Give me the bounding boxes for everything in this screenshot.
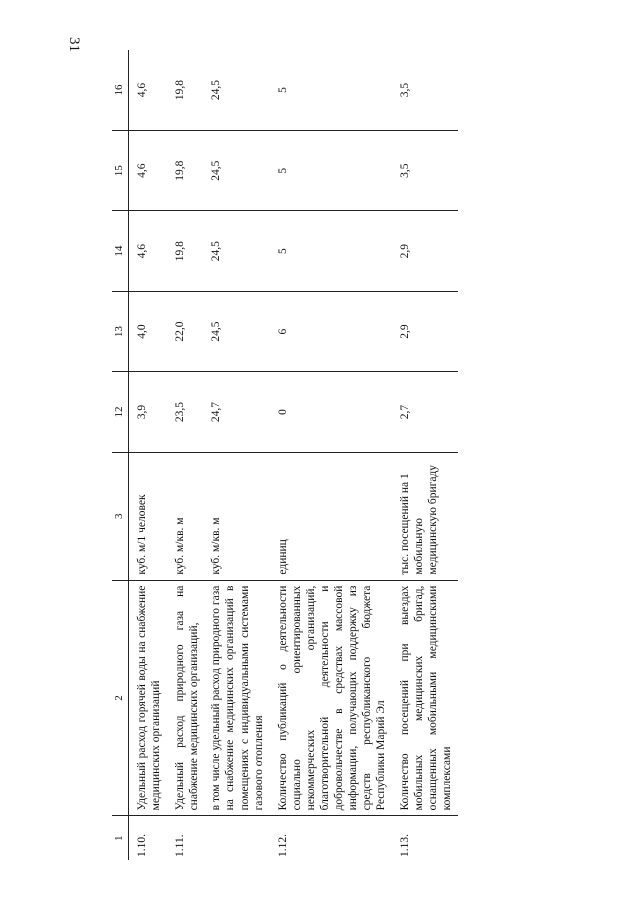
value-cell: 24,5 bbox=[205, 291, 269, 371]
unit-of-measure: куб. м/1 человек bbox=[129, 452, 168, 580]
indicator-name: Удельный расход природного газа на снабжение медицинских организаций, bbox=[167, 580, 205, 816]
value-cell: 2,9 bbox=[392, 291, 458, 371]
indicator-name: Количество посещений при выездах мобильных медицинских бригад, оснащенных мобильными медицинскими комплексами bbox=[392, 580, 458, 816]
value-cell: 24,5 bbox=[205, 50, 269, 131]
value-cell: 2,9 bbox=[392, 211, 458, 291]
value-cell: 5 bbox=[270, 211, 392, 291]
value-cell: 4,6 bbox=[129, 211, 168, 291]
value-cell: 4,6 bbox=[129, 50, 168, 131]
column-header: 3 bbox=[112, 452, 129, 580]
value-cell: 22,0 bbox=[167, 291, 205, 371]
value-cell: 4,0 bbox=[129, 291, 168, 371]
column-header: 15 bbox=[112, 131, 129, 211]
value-cell: 19,8 bbox=[167, 131, 205, 211]
unit-of-measure: тыс. посещений на 1 мобильную медицинскую бригаду bbox=[392, 452, 458, 580]
value-cell: 19,8 bbox=[167, 50, 205, 131]
value-cell: 2,7 bbox=[392, 372, 458, 452]
indicators-table bbox=[112, 50, 458, 860]
table-row bbox=[129, 50, 168, 860]
value-cell: 23,5 bbox=[167, 372, 205, 452]
header-row bbox=[112, 50, 129, 860]
row-number: 1.10. bbox=[136, 834, 149, 857]
column-header: 2 bbox=[112, 580, 129, 816]
row-number: 1.11. bbox=[174, 834, 187, 857]
column-header: 12 bbox=[112, 372, 129, 452]
column-header: 13 bbox=[112, 291, 129, 371]
column-header: 14 bbox=[112, 211, 129, 291]
unit-of-measure: единиц bbox=[270, 452, 392, 580]
rotated-table-wrapper bbox=[112, 50, 552, 860]
value-cell: 24,5 bbox=[205, 211, 269, 291]
row-number bbox=[205, 816, 269, 860]
row-number: 1.13. bbox=[398, 834, 411, 857]
value-cell: 5 bbox=[270, 50, 392, 131]
value-cell: 4,6 bbox=[129, 131, 168, 211]
indicator-name: Удельный расход горячей воды на снабжение медицинских организаций bbox=[129, 580, 168, 816]
unit-of-measure: куб. м/кв. м bbox=[205, 452, 269, 580]
column-header: 1 bbox=[112, 816, 129, 860]
value-cell: 5 bbox=[270, 131, 392, 211]
table-row bbox=[270, 50, 392, 860]
unit-of-measure: куб. м/кв. м bbox=[167, 452, 205, 580]
table-row bbox=[392, 50, 458, 860]
value-cell: 6 bbox=[270, 291, 392, 371]
table-row bbox=[205, 50, 269, 860]
value-cell: 3,9 bbox=[129, 372, 168, 452]
value-cell: 24,7 bbox=[205, 372, 269, 452]
table-row bbox=[167, 50, 205, 860]
column-header: 16 bbox=[112, 50, 129, 131]
value-cell: 0 bbox=[270, 372, 392, 452]
value-cell: 3,5 bbox=[392, 50, 458, 131]
value-cell: 24,5 bbox=[205, 131, 269, 211]
value-cell: 19,8 bbox=[167, 211, 205, 291]
indicator-name: в том числе удельный расход природного газа на снабжение медицинских организаций в помещениях с индивидуальными системами газового отопления bbox=[205, 580, 269, 816]
indicator-name: Количество публикаций о деятельности социально ориентированных некоммерческих организаций, благотворительной деятельности и добровольчестве в средствах массовой информации, получающих поддержку из средств республиканского бюджета Республики Марий Эл bbox=[270, 580, 392, 816]
value-cell: 3,5 bbox=[392, 131, 458, 211]
row-number: 1.12. bbox=[276, 834, 289, 857]
page-number: 31 bbox=[66, 37, 82, 52]
